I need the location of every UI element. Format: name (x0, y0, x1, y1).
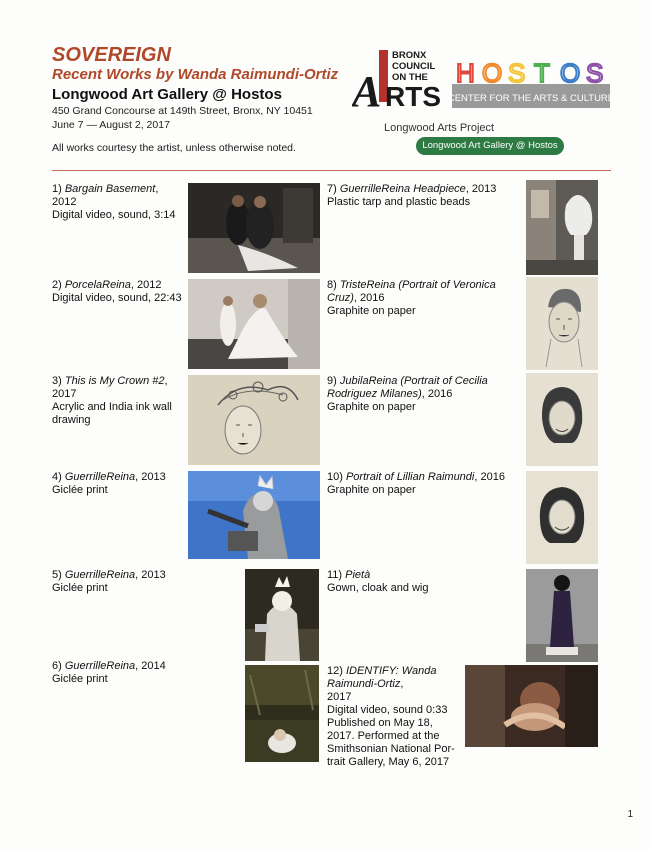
longwood-arts-project: Longwood Arts Project (384, 122, 495, 134)
work-entry-11 (327, 569, 517, 595)
work-title: Portrait of Lillian Raimundi (345, 471, 475, 483)
work-year: , 2013 (135, 471, 166, 483)
work-entry-5 (52, 569, 182, 595)
hostos-tagline: CENTER FOR THE ARTS & CULTURE (452, 93, 610, 104)
work-year: , 2016 (474, 471, 505, 483)
image-guerrillereina-2013-b (245, 569, 319, 661)
work-detail: Graphite on paper (327, 401, 416, 413)
header-divider (52, 170, 611, 171)
work-number: 7) (327, 183, 340, 195)
exhibition-title: SOVEREIGN (52, 44, 171, 66)
work-title: Pietà (345, 569, 371, 581)
work-year: , 2014 (135, 660, 166, 672)
work-year: , (164, 375, 168, 387)
work-number: 3) (52, 375, 65, 387)
work-detail: Published on May 18, (327, 717, 433, 729)
work-year: , 2016 (421, 388, 453, 400)
work-entry-6 (52, 660, 182, 686)
work-title: GuerrilleReina Headpiece (339, 183, 466, 195)
gallery-address: 450 Grand Concourse at 149th Street, Bronx, NY 10451 (52, 105, 313, 117)
gallery-name: Longwood Art Gallery @ Hostos (52, 86, 282, 103)
work-entry-3 (52, 375, 182, 427)
work-entry-8 (327, 279, 517, 318)
image-identify (465, 665, 598, 747)
work-entry-1 (52, 183, 182, 222)
longwood-gallery-badge: Longwood Art Gallery @ Hostos (416, 137, 564, 155)
work-detail: 2017 (327, 691, 352, 703)
work-title: This is My Crown #2 (64, 375, 165, 387)
work-title: IDENTIFY: Wanda (345, 665, 437, 677)
work-number: 10) (327, 471, 346, 483)
work-number: 8) (327, 279, 340, 291)
work-detail: 2017. Performed at the (327, 730, 440, 742)
work-title-cont: Rodriguez Milanes) (327, 388, 422, 400)
work-title: GuerrilleReina (64, 569, 136, 581)
exhibition-dates: June 7 — August 2, 2017 (52, 119, 170, 131)
hostos-letter: O (560, 58, 581, 88)
work-number: 9) (327, 375, 340, 387)
bronx-council-arts-logo (352, 44, 452, 112)
hostos-letter: S (508, 58, 526, 88)
work-entry-4 (52, 471, 182, 497)
arts-logo-line-3: ON THE (392, 72, 428, 83)
work-detail: trait Gallery, May 6, 2017 (327, 756, 450, 768)
work-detail: Digital video, sound, 22:43 (52, 292, 182, 304)
work-entry-12 (327, 665, 457, 769)
hostos-letter: T (534, 58, 550, 88)
hostos-letter: O (482, 58, 503, 88)
work-number: 12) (327, 665, 346, 677)
hostos-letter: S (586, 58, 604, 88)
image-porcelareina (188, 279, 320, 369)
work-detail: Digital video, sound 0:33 (327, 704, 448, 716)
work-title: TristeReina (Portrait of Veronica (339, 279, 496, 291)
image-guerrillereina-2014 (245, 665, 319, 762)
svg-text:A: A (352, 67, 382, 112)
work-year: , 2012 (52, 183, 159, 208)
work-year: , 2013 (465, 183, 497, 195)
work-entry-9 (327, 375, 517, 414)
hostos-letter: H (456, 58, 475, 88)
work-detail: Gown, cloak and wig (327, 582, 429, 594)
page-number: 1 (627, 809, 633, 820)
work-detail: Giclée print (52, 484, 108, 496)
work-entry-10 (327, 471, 517, 497)
work-title: JubilaReina (Portrait of Cecilia (339, 375, 488, 387)
image-pieta (526, 569, 598, 662)
work-title-cont: Raimundi-Ortiz (327, 678, 401, 690)
work-title: GuerrilleReina (64, 660, 136, 672)
image-guerrillereina-headpiece (526, 180, 598, 275)
work-detail: Digital video, sound, 3:14 (52, 209, 176, 221)
work-number: 1) (52, 183, 65, 195)
work-year: , (400, 678, 404, 690)
work-year: , 2013 (135, 569, 166, 581)
work-detail: Graphite on paper (327, 484, 416, 496)
work-number: 6) (52, 660, 65, 672)
image-tristereina (526, 277, 598, 370)
work-detail: Giclée print (52, 582, 108, 594)
courtesy-note: All works courtesy the artist, unless otherwise noted. (52, 142, 296, 154)
work-detail: Graphite on paper (327, 305, 416, 317)
image-bargain-basement (188, 183, 320, 273)
work-detail: Giclée print (52, 673, 108, 685)
work-number: 11) (327, 569, 346, 581)
exhibition-subtitle: Recent Works by Wanda Raimundi-Ortiz (52, 66, 339, 83)
arts-logo-line-2: COUNCIL (392, 61, 436, 72)
work-detail: drawing (52, 414, 91, 426)
work-number: 5) (52, 569, 65, 581)
image-portrait-lillian-raimundi (526, 471, 598, 564)
work-detail: Plastic tarp and plastic beads (327, 196, 471, 208)
hostos-logo (452, 58, 610, 110)
work-title: GuerrilleReina (64, 471, 136, 483)
image-this-is-my-crown (188, 375, 320, 465)
work-title: PorcelaReina (64, 279, 131, 291)
work-title-cont: Cruz) (327, 292, 354, 304)
work-detail: Smithsonian National Por- (327, 743, 455, 755)
work-number: 4) (52, 471, 65, 483)
work-entry-7 (327, 183, 517, 209)
image-jubilareina (526, 373, 598, 466)
work-detail: 2017 (52, 388, 77, 400)
work-year: , 2012 (130, 279, 162, 291)
arts-logo-big-text: RTS (385, 81, 441, 112)
image-guerrillereina-2013-a (188, 471, 320, 559)
work-title: Bargain Basement (64, 183, 156, 195)
work-year: , 2016 (353, 292, 385, 304)
work-entry-2 (52, 279, 182, 305)
arts-logo-line-1: BRONX (392, 50, 427, 61)
work-number: 2) (52, 279, 65, 291)
work-detail: Acrylic and India ink wall (52, 401, 172, 413)
